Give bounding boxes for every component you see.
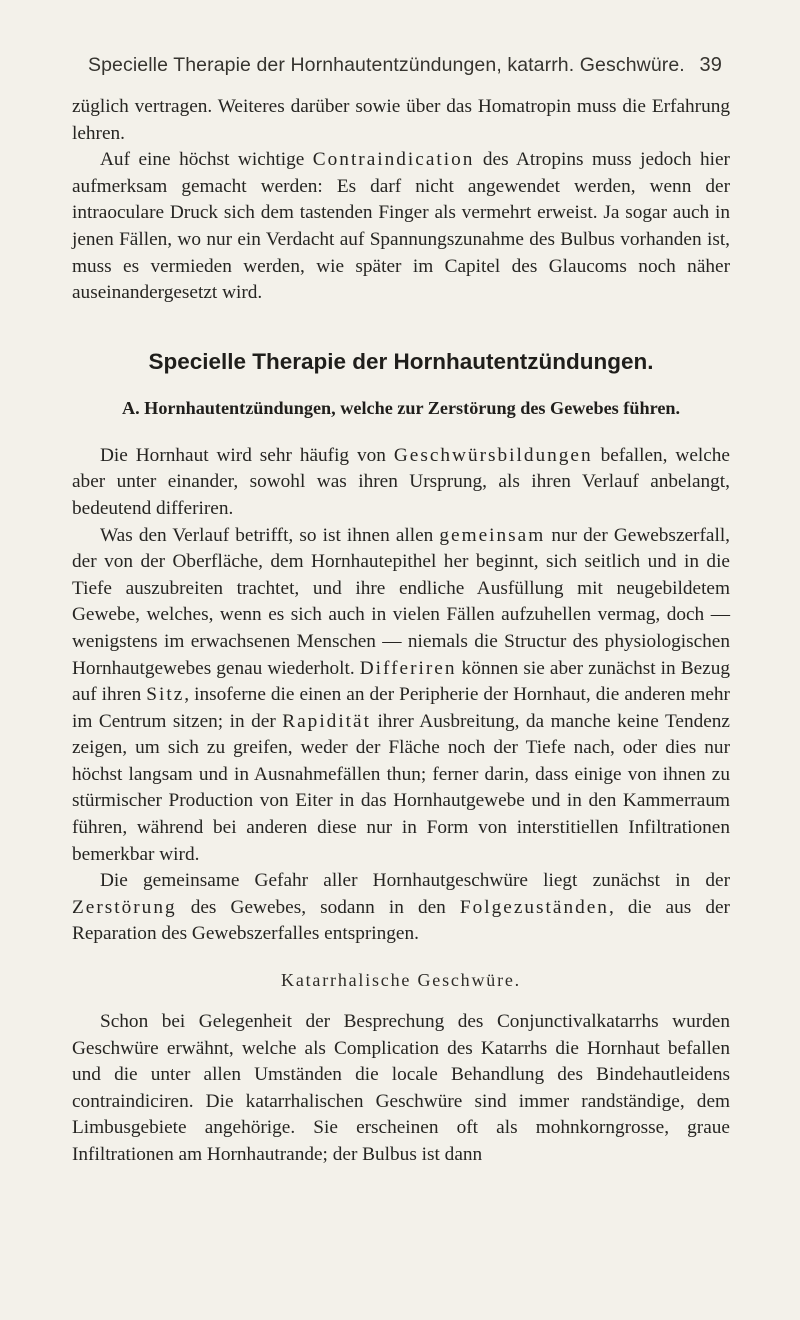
section-body [72,443,730,948]
paragraph [72,443,730,523]
text-run: ihrer Ausbreitung, da manche keine Tendenz zeigen, um sich zu greifen, weder der Fläche noch der Tiefe nach, oder dies nur höchst langsam und in Ausnahmefällen thun; ferner darin, dass einige von ihnen zu stürmischer Production von Eiter in das Hornhautgewebe und in den Kammerraum führen, während bei anderen diese nur in Form von interstitiellen Infiltrationen bemerkbar wird. [72,710,730,865]
running-head [72,54,730,94]
section-title: Specielle Therapie der Hornhautentzündungen. [148,348,654,374]
text-run: nur der Gewebszerfall, der von der Oberfläche, dem Hornhautepithel her beginnt, sich seitlich und in die Tiefe auszubreiten trachtet, und ihre endliche Ausfüllung mit neugebildetem Gewebe, welches, wenn es sich auch in vielen Fällen aufzuhellen vermag, doch — wenigstens im erwachsenen Menschen — niemals die Structur des physiologischen Hornhautgewebes genau wiederholt. [72,524,730,679]
emphasis: Zerstörung [72,896,177,918]
paragraph-contraindication [72,147,730,307]
paragraph-continuation: züglich vertragen. Weiteres darüber sowie über das Homatropin muss die Erfahrung lehren. [72,96,730,144]
text-run: , insoferne die einen an der Peripherie der Hornhaut, die anderen mehr im Centrum sitzen; in der [72,684,730,732]
text-run: Die Hornhaut wird sehr häufig von [100,444,394,466]
paragraph: Schon bei Gelegenheit der Besprechung des Conjunctivalkatarrhs wurden Geschwüre erwähnt, welche als Complication des Katarrhs die Hornhaut befallen und die unter allen Umständen die locale Behandlung des Bindehautleidens contraindiciren. Die katarrhalischen Geschwüre sind immer randständige, dem Limbusgebiete angehörige. Sie erscheinen oft als mohnkorngrosse, graue Infiltrationen am Hornhautrande; der Bulbus ist dann [72,1011,730,1165]
emphasis: Rapidität [282,710,371,732]
paragraph [72,523,730,869]
text-run: des Gewebes, sodann in den [176,896,460,918]
text-run: befallen, welche aber unter einander, sowohl was ihren Ursprung, als ihren Verlauf anbelangt, bedeutend differiren. [72,444,730,519]
text-run: des Atropins muss jedoch hier aufmerksam gemacht werden: Es darf nicht angewendet werden, wenn der intraoculare Druck sich dem tastenden Finger als vermehrt erweist. Ja sogar auch in jenen Fällen, wo nur ein Verdacht auf Spannungszunahme des Bulbus vorhanden ist, muss es vermieden werden, wie später im Capitel des Glaucoms noch näher auseinandergesetzt wird. [72,149,730,304]
running-title: Specielle Therapie der Hornhautentzündungen, katarrh. Geschwüre. [88,54,685,76]
text-run: Auf eine höchst wichtige [100,149,313,171]
emphasis: Geschwürsbildungen [393,444,593,466]
emphasis: Folgezuständen [459,896,609,918]
text-run: können sie aber zunächst in Bezug auf ihren [72,657,730,706]
subsection-body [72,1009,730,1169]
emphasis: Sitz [146,684,185,706]
text-run: Was den Verlauf betrifft, so ist ihnen allen [100,524,440,546]
subsection-title: A. Hornhautentzündungen, welche zur Zerstörung des Gewebes führen. [121,397,681,418]
subsection-heading: Katarrhalische Geschwüre. [281,970,521,991]
text-run: , die aus der Reparation des Gewebszerfalles entspringen. [72,896,730,945]
paragraph [72,868,730,948]
main-text [72,94,730,307]
emphasis: Differiren [359,657,457,679]
emphasis: gemeinsam [439,524,546,546]
text-run: Die gemeinsame Gefahr aller Hornhautgeschwüre liegt zunächst in der [100,870,730,892]
emphasis-contraindication: Contraindication [312,149,475,171]
page-number: 39 [699,54,722,76]
